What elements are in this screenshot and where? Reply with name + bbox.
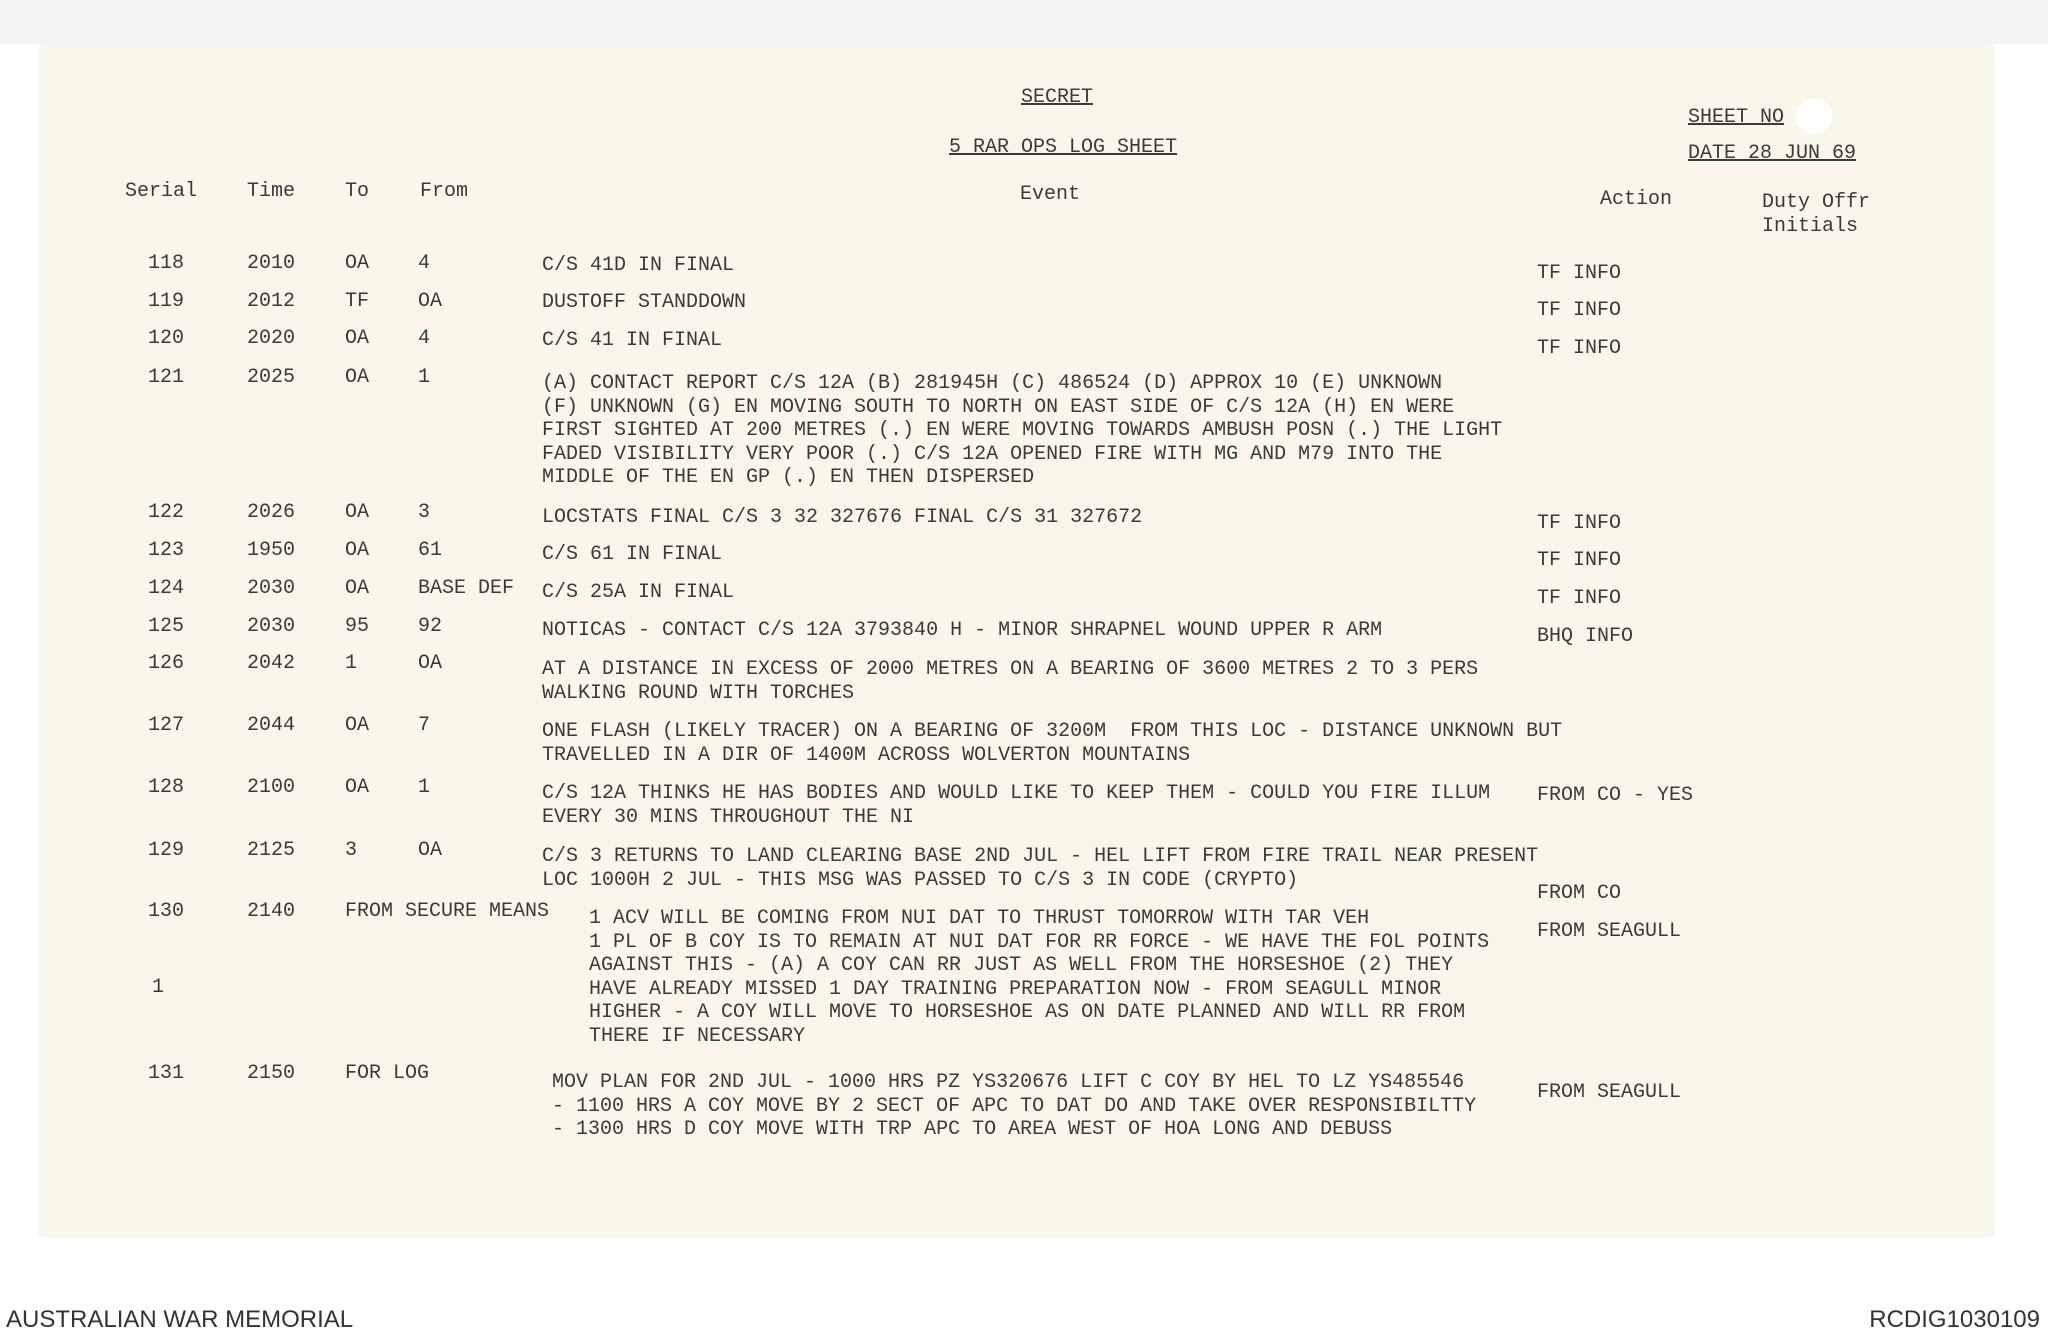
row-from: 1 — [418, 776, 431, 799]
row-action: FROM SEAGULL — [1537, 920, 1682, 943]
footer-institution: AUSTRALIAN WAR MEMORIAL — [6, 1306, 354, 1333]
row-event-line: LOC 1000H 2 JUL - THIS MSG WAS PASSED TO C/S 3 IN CODE (CRYPTO) — [542, 868, 1299, 892]
punch-hole — [1796, 98, 1832, 134]
row-event-line: (A) CONTACT REPORT C/S 12A (B) 281945H (C) 486524 (D) APPROX 10 (E) UNKNOWN — [542, 372, 1443, 395]
row-event-line: MOV PLAN FOR 2ND JUL - 1000 HRS PZ YS320676 LIFT C COY BY HEL TO LZ YS485546 — [552, 1071, 1465, 1094]
row-to: FOR LOG — [345, 1062, 430, 1085]
row-event-line: THERE IF NECESSARY — [589, 1024, 806, 1048]
column-header-time: Time — [247, 180, 296, 203]
row-event-line: 1 PL OF B COY IS TO REMAIN AT NUI DAT FOR RR FORCE - WE HAVE THE FOL POINTS — [589, 930, 1490, 954]
row-serial: 123 — [148, 539, 185, 562]
sheet-date: DATE 28 JUN 69 — [1688, 142, 1857, 165]
row-to: OA — [345, 501, 370, 524]
row-action: FROM SEAGULL — [1537, 1081, 1682, 1104]
row-to: OA — [345, 776, 370, 799]
row-event-line: AGAINST THIS - (A) A COY CAN RR JUST AS WELL FROM THE HORSESHOE (2) THEY — [589, 954, 1454, 977]
row-serial: 130 — [148, 900, 185, 923]
row-to: OA — [345, 252, 370, 275]
row-serial: 118 — [148, 252, 185, 275]
row-time: 2125 — [247, 839, 296, 862]
row-event-line: ONE FLASH (LIKELY TRACER) ON A BEARING OF 3200M FROM THIS LOC - DISTANCE UNKNOWN BUT — [542, 720, 1563, 743]
row-action: BHQ INFO — [1537, 625, 1634, 648]
row-time: 2010 — [247, 252, 296, 275]
column-header-to: To — [345, 180, 370, 203]
row-event-line: 1 ACV WILL BE COMING FROM NUI DAT TO THRUST TOMORROW WITH TAR VEH — [589, 907, 1370, 930]
row-time: 2012 — [247, 290, 296, 313]
row-from: 4 — [418, 327, 431, 350]
row-event-line: EVERY 30 MINS THROUGHOUT THE NI — [542, 805, 915, 829]
row-time: 2025 — [247, 366, 296, 389]
row-to: TF — [345, 290, 370, 313]
row-event-line: C/S 41 IN FINAL — [542, 329, 723, 352]
row-from: OA — [418, 290, 443, 313]
row-event-line: C/S 61 IN FINAL — [542, 543, 723, 566]
row-to: 95 — [345, 615, 370, 638]
row-serial: 121 — [148, 366, 185, 389]
row-action: TF INFO — [1537, 299, 1622, 322]
row-serial: 125 — [148, 615, 185, 638]
row-from: 3 — [418, 501, 431, 524]
row-event-line: FIRST SIGHTED AT 200 METRES (.) EN WERE MOVING TOWARDS AMBUSH POSN (.) THE LIGHT — [542, 419, 1503, 442]
row-serial: 120 — [148, 327, 185, 350]
row-time: 2100 — [247, 776, 296, 799]
row-action: TF INFO — [1537, 549, 1622, 572]
row-time: 1950 — [247, 539, 296, 562]
row-serial: 127 — [148, 714, 185, 737]
column-header-initials: Initials — [1762, 215, 1859, 238]
row-action: TF INFO — [1537, 512, 1622, 535]
row-to: OA — [345, 577, 370, 600]
row-from: 61 — [418, 539, 443, 562]
row-serial: 124 — [148, 577, 185, 600]
row-serial: 126 — [148, 652, 185, 675]
row-to: 3 — [345, 839, 358, 862]
row-event-line: FADED VISIBILITY VERY POOR (.) C/S 12A OPENED FIRE WITH MG AND M79 INTO THE — [542, 442, 1443, 466]
row-event-line: C/S 25A IN FINAL — [542, 581, 735, 604]
row-action: TF INFO — [1537, 337, 1622, 360]
row-event-line: DUSTOFF STANDDOWN — [542, 291, 747, 314]
row-serial: 131 — [148, 1062, 185, 1085]
row-event-line: - 1100 HRS A COY MOVE BY 2 SECT OF APC TO DAT DO AND TAKE OVER RESPONSIBILTTY — [552, 1094, 1477, 1118]
row-event-line: WALKING ROUND WITH TORCHES — [542, 681, 855, 705]
row-from: BASE DEF — [418, 577, 515, 600]
row-time: 2030 — [247, 577, 296, 600]
row-serial: 122 — [148, 501, 185, 524]
row-from: OA — [418, 839, 443, 862]
row-time: 2044 — [247, 714, 296, 737]
row-to: OA — [345, 714, 370, 737]
row-action: TF INFO — [1537, 587, 1622, 610]
document-title: 5 RAR OPS LOG SHEET — [949, 136, 1178, 159]
row-serial: 119 — [148, 290, 185, 313]
row-event-line: AT A DISTANCE IN EXCESS OF 2000 METRES ON A BEARING OF 3600 METRES 2 TO 3 PERS — [542, 658, 1479, 681]
row-time: 2140 — [247, 900, 296, 923]
column-header-event: Event — [1020, 183, 1081, 206]
row-serial: 128 — [148, 776, 185, 799]
column-header-serial: Serial — [125, 180, 198, 203]
row-from: 7 — [418, 714, 431, 737]
row-event-line: (F) UNKNOWN (G) EN MOVING SOUTH TO NORTH ON EAST SIDE OF C/S 12A (H) EN WERE — [542, 395, 1455, 419]
row-action: TF INFO — [1537, 262, 1622, 285]
log-sheet-paper — [40, 46, 1993, 1236]
row-serial: 129 — [148, 839, 185, 862]
sheet-number-label: SHEET NO — [1688, 106, 1785, 129]
row-event-line: C/S 41D IN FINAL — [542, 254, 735, 277]
row-event-line: NOTICAS - CONTACT C/S 12A 3793840 H - MINOR SHRAPNEL WOUND UPPER R ARM — [542, 619, 1383, 642]
row-from: 4 — [418, 252, 431, 275]
row-event-line: HAVE ALREADY MISSED 1 DAY TRAINING PREPARATION NOW - FROM SEAGULL MINOR — [589, 977, 1442, 1001]
row-time: 2030 — [247, 615, 296, 638]
row-event-line: LOCSTATS FINAL C/S 3 32 327676 FINAL C/S 31 327672 — [542, 506, 1143, 529]
footer-record-id: RCDIG1030109 — [1869, 1306, 2040, 1333]
column-header-action: Action — [1600, 188, 1673, 211]
row-time: 2150 — [247, 1062, 296, 1085]
row-event-line: - 1300 HRS D COY MOVE WITH TRP APC TO AREA WEST OF HOA LONG AND DEBUSS — [552, 1118, 1393, 1141]
row-to: OA — [345, 366, 370, 389]
row-to: OA — [345, 539, 370, 562]
column-header-from: From — [420, 180, 469, 203]
row-to: 1 — [345, 652, 358, 675]
classification-heading: SECRET — [1021, 86, 1094, 109]
row-event-line: TRAVELLED IN A DIR OF 1400M ACROSS WOLVERTON MOUNTAINS — [542, 743, 1191, 767]
row-event-line: HIGHER - A COY WILL MOVE TO HORSESHOE AS ON DATE PLANNED AND WILL RR FROM — [589, 1001, 1466, 1024]
margin-mark: 1 — [152, 976, 165, 999]
row-action: FROM CO — [1537, 882, 1622, 905]
row-from: 92 — [418, 615, 443, 638]
row-time: 2026 — [247, 501, 296, 524]
row-from: OA — [418, 652, 443, 675]
row-time: 2020 — [247, 327, 296, 350]
row-time: 2042 — [247, 652, 296, 675]
column-header-duty-officer: Duty Offr — [1762, 191, 1871, 214]
row-event-line: MIDDLE OF THE EN GP (.) EN THEN DISPERSED — [542, 466, 1035, 489]
scan-top-border — [0, 0, 2048, 44]
row-action: FROM CO - YES — [1537, 784, 1694, 807]
row-event-line: C/S 12A THINKS HE HAS BODIES AND WOULD LIKE TO KEEP THEM - COULD YOU FIRE ILLUM — [542, 782, 1491, 805]
row-event-line: C/S 3 RETURNS TO LAND CLEARING BASE 2ND JUL - HEL LIFT FROM FIRE TRAIL NEAR PRESENT — [542, 845, 1539, 868]
row-to: OA — [345, 327, 370, 350]
row-to: FROM SECURE MEANS — [345, 900, 550, 923]
row-from: 1 — [418, 366, 431, 389]
